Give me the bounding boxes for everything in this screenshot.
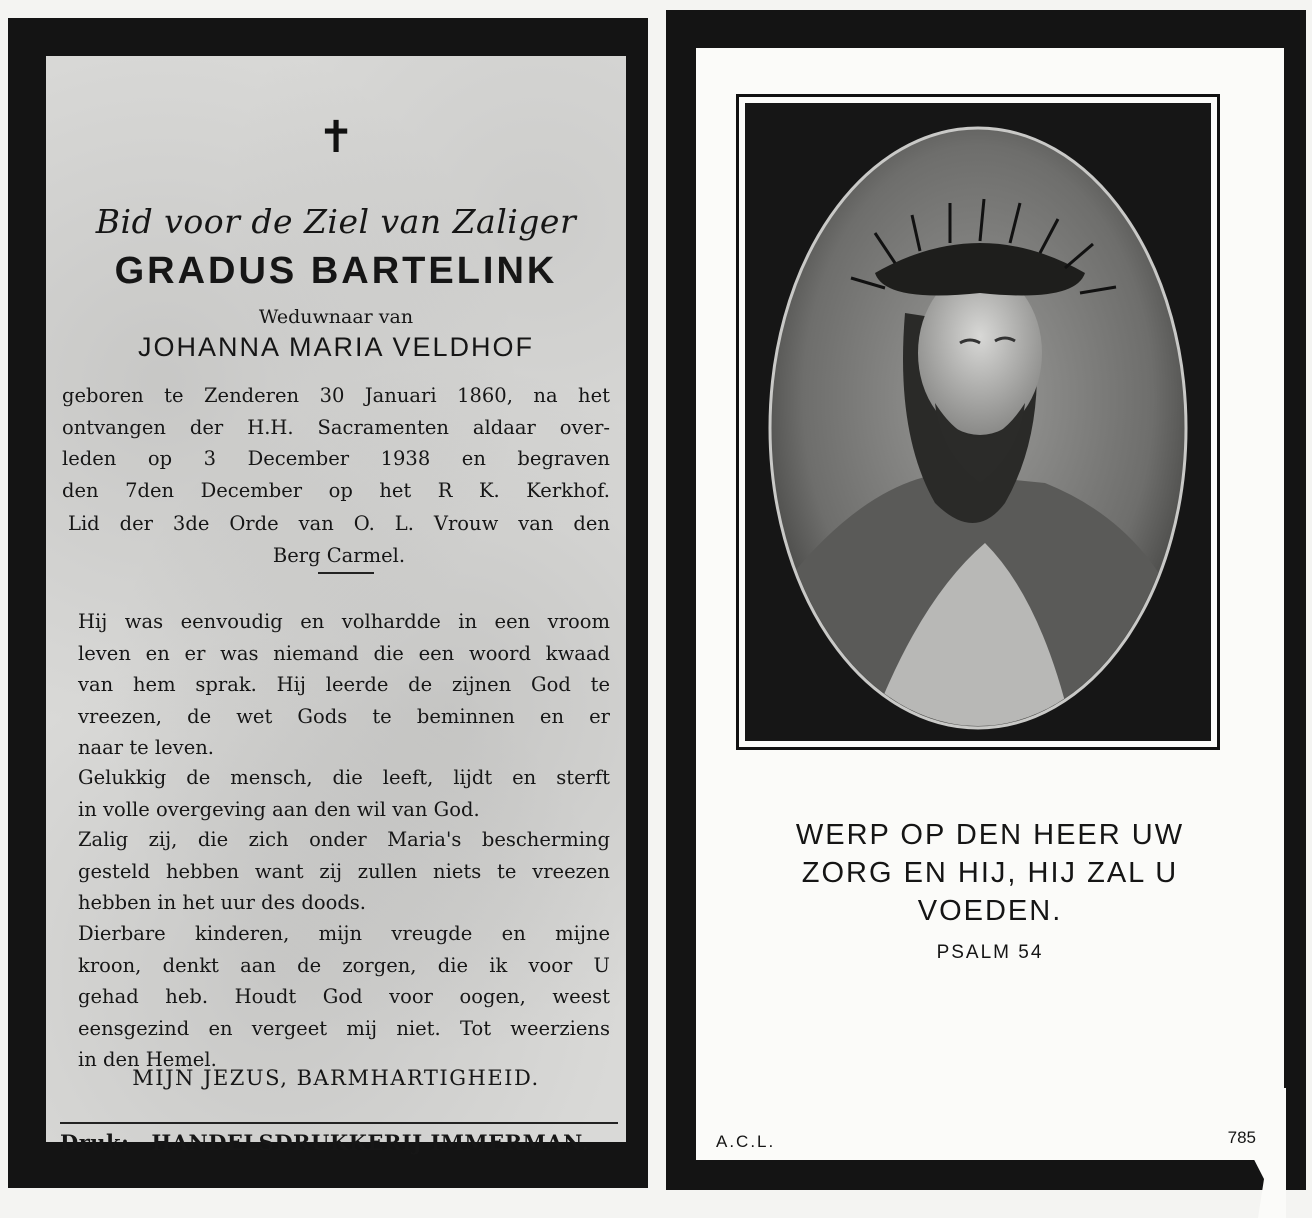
text-line: vreezen, de wet Gods te beminnen en er	[78, 704, 610, 728]
text-line: van hem sprak. Hij leerde de zijnen God te	[78, 673, 610, 696]
publisher-mark: A.C.L.	[716, 1132, 776, 1151]
farewell-paragraph	[62, 918, 610, 1076]
printer-label: Druk:	[60, 1130, 130, 1155]
verse-line: VOEDEN.	[917, 895, 1063, 927]
card-text-panel	[46, 56, 626, 1155]
verse-source: PSALM 54	[936, 942, 1044, 963]
divider	[318, 572, 374, 574]
card-number: 785	[1227, 1128, 1256, 1147]
text-line: kroon, denkt aan de zorgen, die ik voor U	[78, 953, 610, 977]
blessing-paragraph	[62, 762, 610, 825]
text-line: ontvangen der H.H. Sacramenten aldaar over-	[62, 415, 610, 439]
memorial-card-text-side	[8, 18, 648, 1188]
deceased-name: GRADUS BARTELINK	[114, 250, 558, 292]
card-image-panel	[696, 48, 1284, 1160]
closing-prayer: MIJN JEZUS, BARMHARTIGHEID.	[132, 1066, 540, 1090]
maria-paragraph	[62, 824, 610, 919]
text-line: gesteld hebben want zij zullen niets te vreezen	[78, 859, 610, 883]
torn-corner	[1246, 1088, 1286, 1218]
text-line: leven en er was niemand die een woord kwaad	[78, 641, 610, 665]
memorial-card-image-side	[666, 10, 1306, 1190]
verse-line: ZORG EN HIJ, HIJ ZAL U	[801, 857, 1179, 889]
text-line: naar te leven.	[78, 736, 214, 759]
cross-icon: ✝	[317, 112, 355, 163]
christ-crowned-with-thorns-icon	[745, 103, 1211, 741]
text-line: hebben in het uur des doods.	[78, 891, 367, 914]
printer-credit	[60, 1130, 618, 1155]
verse-line: WERP OP DEN HEER UW	[795, 819, 1185, 851]
printer-name: HANDELSDRUKKERIJ IMMERMAN.	[151, 1130, 590, 1155]
divider	[60, 1122, 618, 1124]
text-line: in volle overgeving aan den wil van God.	[78, 797, 480, 821]
text-line: Gelukkig de mensch, die leeft, lijdt en sterft	[78, 766, 610, 789]
text-line: geboren te Zenderen 30 Januari 1860, na het	[62, 384, 610, 407]
scripture-verse	[696, 816, 1284, 930]
text-line: leden op 3 December 1938 en begraven	[62, 447, 610, 470]
text-line: Lid der 3de Orde van O. L. Vrouw van den	[68, 512, 610, 535]
text-line: den 7den December op het R K. Kerkhof.	[62, 478, 610, 502]
prayer-heading: Bid voor de Ziel van Zaliger	[95, 202, 577, 241]
text-line: gehad heb. Houdt God voor oogen, weest	[78, 985, 610, 1008]
relation-label: Weduwnaar van	[258, 306, 414, 328]
biography-paragraph	[62, 380, 610, 506]
text-line: Dierbare kinderen, mijn vreugde en mijne	[78, 922, 610, 945]
christ-portrait-image	[745, 103, 1211, 741]
order-membership	[62, 508, 610, 571]
virtue-paragraph	[62, 606, 610, 764]
text-line: Zalig zij, die zich onder Maria's bescherming	[78, 828, 610, 851]
spouse-name: JOHANNA MARIA VELDHOF	[137, 332, 535, 362]
portrait-frame	[736, 94, 1220, 750]
text-line: Hij was eenvoudig en volhardde in een vroom	[78, 610, 610, 633]
text-line: eensgezind en vergeet mij niet. Tot weerziens	[78, 1016, 610, 1040]
text-line: Berg Carmel.	[272, 543, 406, 567]
text-line: in den Hemel.	[78, 1048, 217, 1071]
